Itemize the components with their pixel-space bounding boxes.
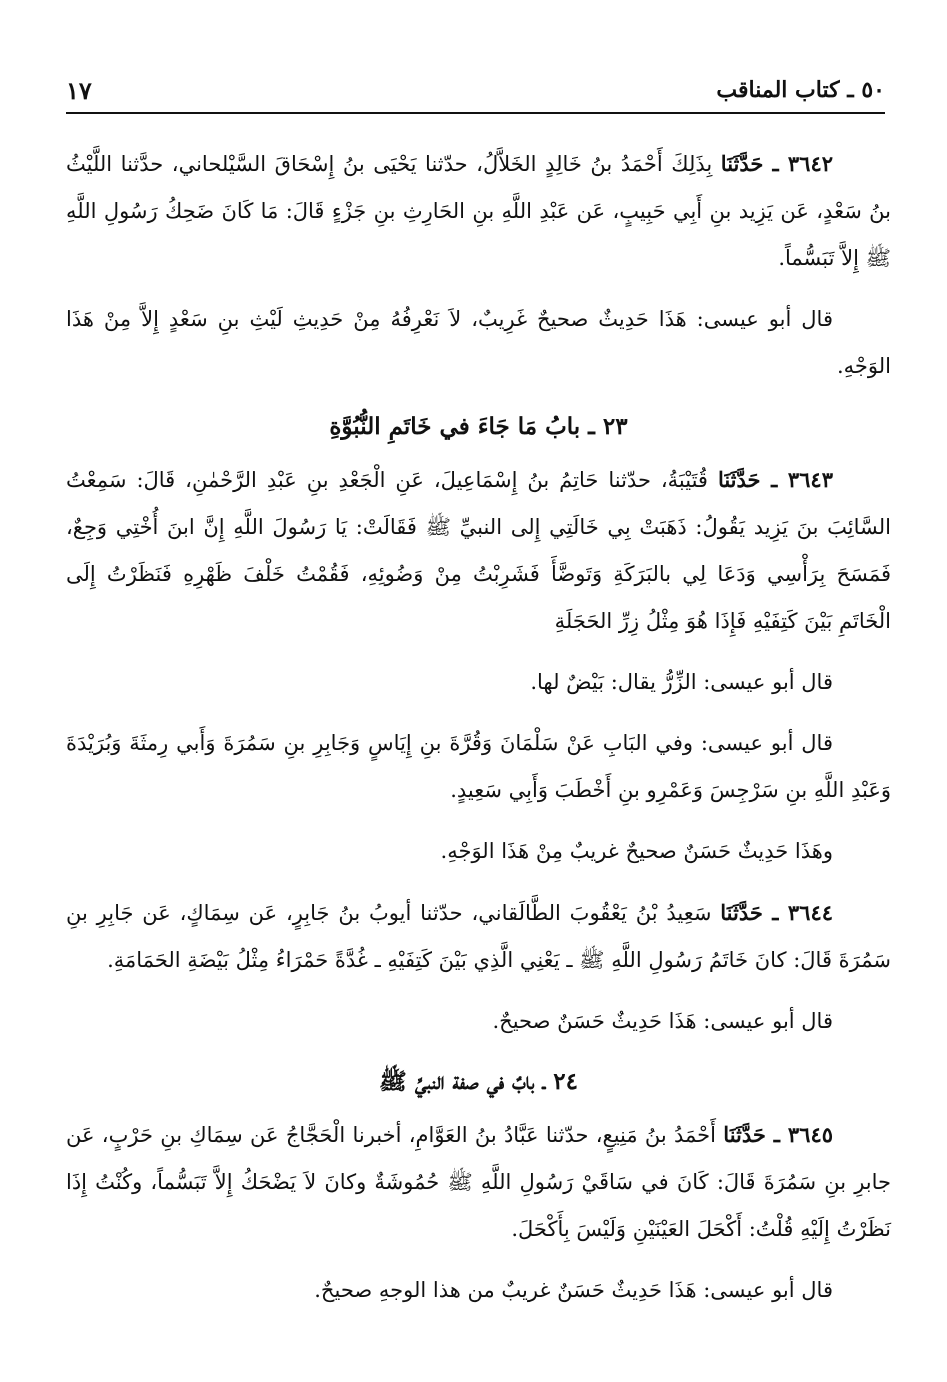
hadith-number: ٣٦٤٥ ـ حَدَّثَنَا	[723, 1122, 834, 1147]
commentary-paragraph: قال أبو عيسى: الزِّرُّ يقال: بَيْضٌ لها.	[530, 670, 833, 694]
commentary-paragraph: قال أبو عيسى: وفي البَابِ عَنْ سَلْمَانَ وَقُرَّةَ بنِ إِيَاسٍ وَجَابِرِ بنِ سَمُرَةَ وَأَبي رِمثَةَ وَبُرَيْدَةَ وَعَبْدِ اللَّهِ بنِ سَرْجِسَ وَعَمْرِو بنِ أَخْطَبَ وَأَبِي سَعِيدٍ.	[66, 731, 891, 802]
page-body	[66, 140, 891, 1328]
page-header	[66, 68, 885, 114]
hadith-text: بِذَلِكَ أَحْمَدُ بنُ خَالِدٍ الخَلاَّلُ، حدّثنا يَحْيَى بنُ إِسْحَاقَ السَّيْلحاني، حدَّثنا اللَّيْثُ بنُ سَعْدٍ، عَن يَزِيد بنِ أَبِي حَبِيبٍ، عَن عَبْدِ اللَّهِ بنِ الحَارِثِ بنِ جَزْءٍ قَالَ: مَا كَانَ ضَحِكُ رَسُولِ اللَّهِ ﷺ إِلاَّ تَبَسُّماً.	[66, 152, 891, 270]
commentary-paragraph: وهَذَا حَدِيثٌ حَسَنٌ صحيحٌ غريبٌ مِنْ هَذَا الوَجْهِ.	[440, 839, 833, 863]
hadith-3645	[66, 1111, 891, 1253]
commentary-paragraph: قال أبو عيسى: هَذَا حَدِيثٌ حَسَنٌ صحيحٌ.	[492, 1009, 833, 1033]
section-heading-24: ٢٤ ـ بابٌ في صفة النبيِّ ﷺ	[379, 1068, 578, 1095]
hadith-number: ٣٦٤٣ ـ حَدَّثَنَا	[717, 467, 833, 492]
hadith-number: ٣٦٤٤ ـ حَدَّثَنَا	[720, 900, 834, 925]
hadith-number: ٣٦٤٢ ـ حَدَّثَنَا	[720, 151, 834, 176]
hadith-text: قُتَيْبَةُ، حدّثنا حَاتِمُ بنُ إِسْمَاعِيلَ، عَنِ الْجَعْدِ بنِ عَبْدِ الرَّحْمٰنِ، قَالَ: سَمِعْتُ السَّائِبَ بنَ يَزِيد يَقُولُ: ذَهَبَتْ بِي خَالَتِي إِلى النبيِّ ﷺ فَقَالَتْ: يَا رَسُولَ اللَّهِ إِنَّ ابنَ أُخْتِي وَجِعٌ، فَمَسَحَ بِرَأْسِي وَدَعَا لِي بالبَرَكَةِ وَتَوضَّأَ فَشَرِبْتُ مِنْ وَضُوئِهِ، فَقُمْتُ خَلْفَ ظَهْرِهِ فَنَظَرْتُ إِلَى الْخَاتَمِ بَيْنَ كَتِفَيْهِ فَإِذَا هُوَ مِثْلُ زِرِّ الحَجَلَةِ	[66, 468, 891, 633]
hadith-text: سَعِيدُ بْنُ يَعْقُوبَ الطَّالَقاني، حدّثنا أيوبُ بنُ جَابِرٍ، عَن سِمَاكٍ، عَن جَابِرِ بنِ سَمُرَةَ قَالَ: كانَ خَاتَمُ رَسُولِ اللَّهِ ﷺ ـ يَعْنِي الَّذِي بَيْنَ كَتِفَيْهِ ـ غُدَّةً حَمْرَاءُ مِثْلُ بَيْضَةِ الحَمَامَةِ.	[66, 901, 891, 972]
commentary-paragraph: قال أبو عيسى: هَذَا حَدِيثٌ صحيحٌ غَرِيبٌ، لاَ نَعْرِفُهُ مِنْ حَدِيثِ لَيْثِ بنِ سَعْدٍ إِلاَّ مِنْ هَذَا الوَجْهِ.	[66, 307, 891, 378]
hadith-3644	[66, 889, 891, 984]
chapter-title: ٥٠ ـ كتاب المناقب	[716, 77, 885, 103]
page-number: ١٧	[66, 75, 92, 105]
commentary-paragraph: قال أبو عيسى: هَذَا حَدِيثٌ حَسَنٌ غريبٌ من هذا الوجهِ صحيحٌ.	[314, 1278, 833, 1302]
hadith-3642	[66, 140, 891, 282]
section-heading-23: ٢٣ ـ بابُ مَا جَاءَ في خَاتَمِ النُّبُوَّةِ	[329, 413, 628, 440]
hadith-3643	[66, 456, 891, 645]
hadith-text: أَحْمَدُ بنُ مَنِيعٍ، حدّثنا عَبَّادُ بنُ العَوَّامِ، أخبرنا الْحَجَّاجُ عَن سِمَاكِ بنِ حَرْبٍ، عَن جابرِ بنِ سَمُرَةَ قَالَ: كَانَ في سَاقَيْ رَسُولِ اللَّهِ ﷺ حُمُوشَةٌ وكانَ لاَ يَضْحَكُ إِلاَّ تَبَسُّماً، وكُنْتُ إِذَا نَظَرْتُ إِلَيْهِ قُلْتُ: أَكْحَلَ العَيْنَيْنِ وَلَيْسَ بِأَكْحَلَ.	[66, 1123, 891, 1241]
